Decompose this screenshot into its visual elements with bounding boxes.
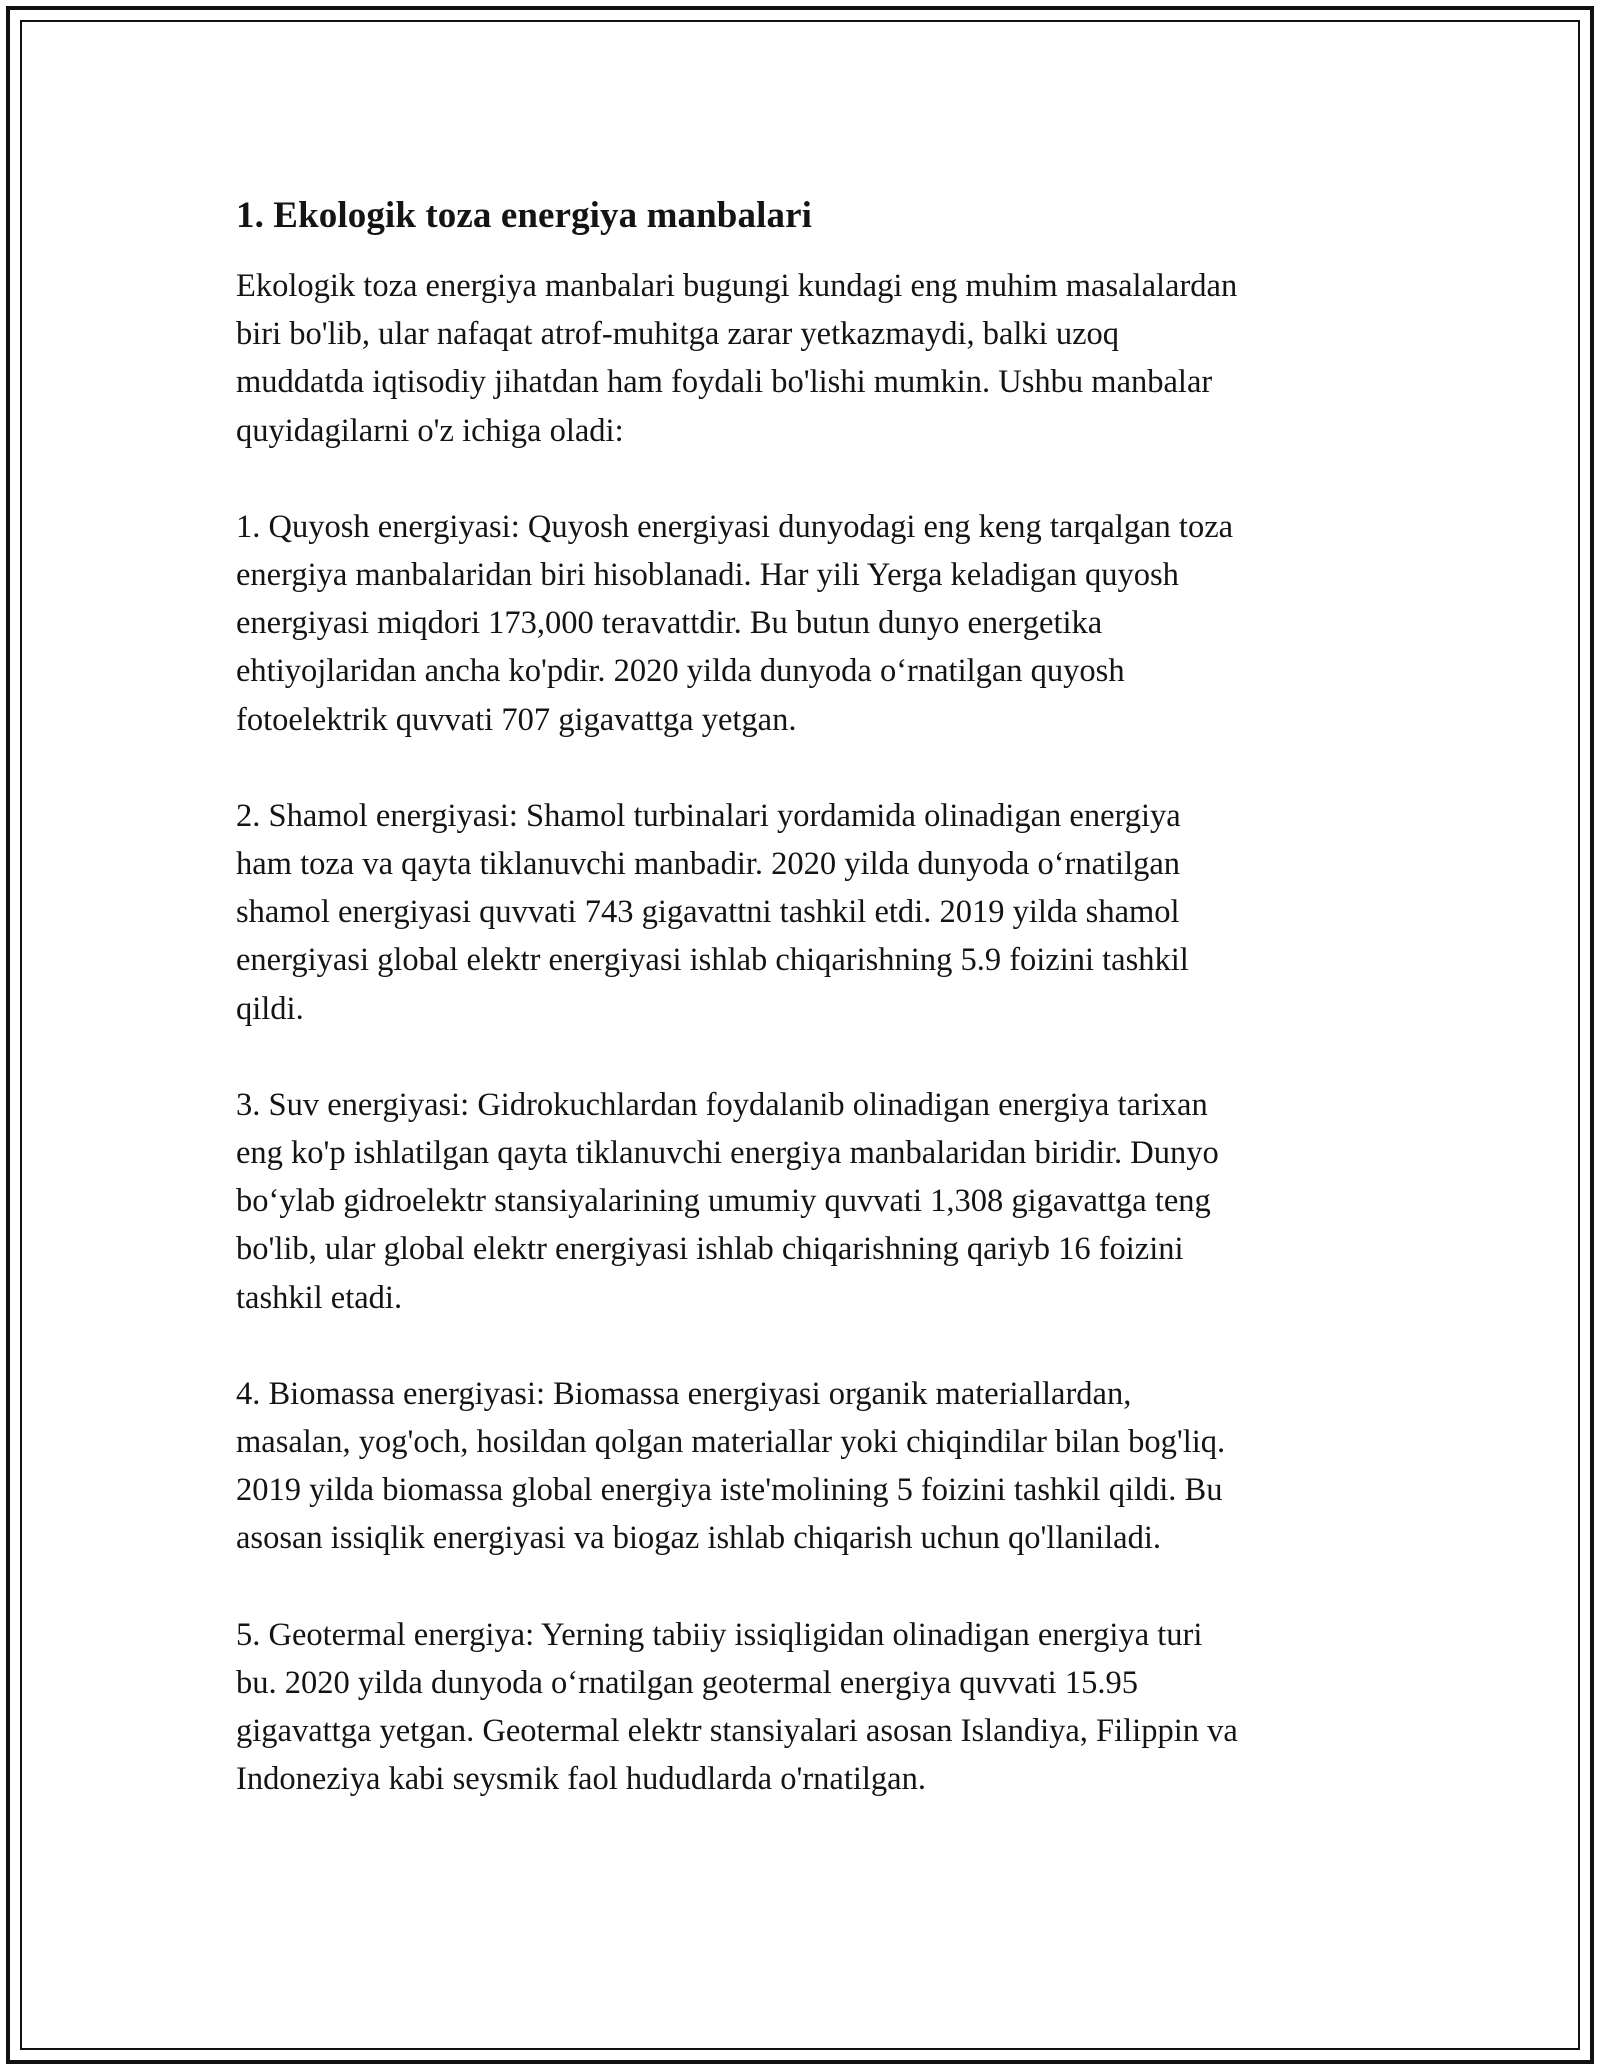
document-body [236, 186, 1396, 1803]
hydro-energy-paragraph: 3. Suv energiyasi: Gidrokuchlardan foydalanib olinadigan energiya tarixan eng ko'p ishlatilgan qayta tiklanuvchi energiya manbalaridan biridir. Dunyo boʻylab gidroelektr stansiyalarining umumiy quvvati 1,308 gigavattga teng bo'lib, ular global elektr energiyasi ishlab chiqarishning qariyb 16 foizini tashkil etadi. [236, 1086, 1219, 1316]
intro-paragraph: Ekologik toza energiya manbalari bugungi kundagi eng muhim masalalardan biri bo'lib, ular nafaqat atrof-muhitga zarar yetkazmaydi, balki uzoq muddatda iqtisodiy jihatdan ham foydali bo'lishi mumkin. Ushbu manbalar quyidagilarni o'z ichiga oladi: [236, 268, 1238, 449]
solar-energy-paragraph: 1. Quyosh energiyasi: Quyosh energiyasi dunyodagi eng keng tarqalgan toza energiya manbalaridan biri hisoblanadi. Har yili Yerga keladigan quyosh energiyasi miqdori 173,000 teravattdir. Bu butun dunyo energetika ehtiyojlaridan ancha ko'pdir. 2020 yilda dunyoda oʻrnatilgan quyosh fotoelektrik quvvati 707 gigavattga yetgan. [236, 508, 1234, 738]
document-title: 1. Ekologik toza energiya manbalari [236, 195, 812, 236]
biomass-energy-paragraph: 4. Biomassa energiyasi: Biomassa energiyasi organik materiallardan, masalan, yog'och, hosildan qolgan materiallar yoki chiqindilar bilan bog'liq. 2019 yilda biomassa global energiya iste'molining 5 foizini tashkil qildi. Bu asosan issiqlik energiyasi va biogaz ishlab chiqarish uchun qo'llaniladi. [236, 1375, 1226, 1557]
geothermal-energy-paragraph: 5. Geotermal energiya: Yerning tabiiy issiqligidan olinadigan energiya turi bu. 2020 yilda dunyoda oʻrnatilgan geotermal energiya quvvati 15.95 gigavattga yetgan. Geotermal elektr stansiyalari asosan Islandiya, Filippin va Indoneziya kabi seysmik faol hududlarda o'rnatilgan. [236, 1616, 1238, 1798]
wind-energy-paragraph: 2. Shamol energiyasi: Shamol turbinalari yordamida olinadigan energiya ham toza va qayta tiklanuvchi manbadir. 2020 yilda dunyoda oʻrnatilgan shamol energiyasi quvvati 743 gigavattni tashkil etdi. 2019 yilda shamol energiyasi global elektr energiyasi ishlab chiqarishning 5.9 foizini tashkil qildi. [236, 797, 1189, 1027]
